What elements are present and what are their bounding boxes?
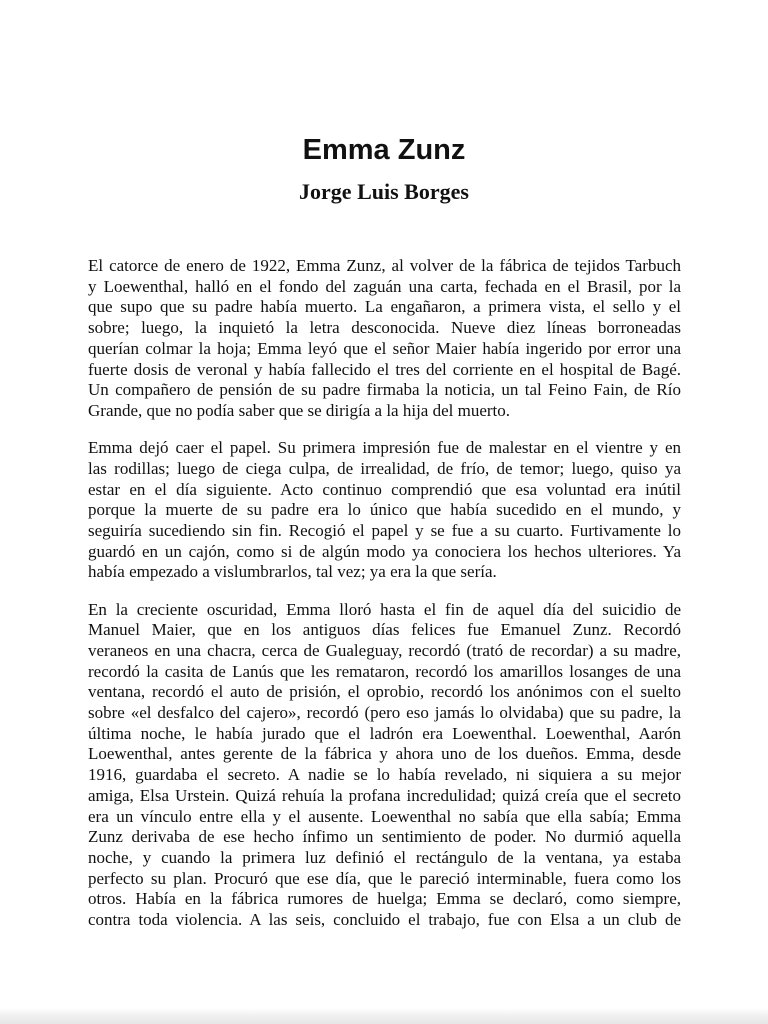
document-author: Jorge Luis Borges (299, 179, 469, 204)
text-line: Loewenthal, antes gerente de la fábrica y ahora uno de los dueños. Emma, desde (88, 744, 681, 764)
text-line: perfecto su plan. Procuró que ese día, que le pareció interminable, fuera como los (88, 868, 681, 888)
text-line: contra toda violencia. A las seis, concluido el trabajo, fue con Elsa a un club de (88, 910, 681, 930)
paragraph-3 (88, 600, 681, 931)
text-line: sobre; luego, la inquietó la letra desconocida. Nueve diez líneas borroneadas (88, 318, 681, 338)
text-line: recordó la casita de Lanús que les remataron, recordó los amarillos losanges de una (88, 661, 681, 681)
text-line: veraneos en una chacra, cerca de Gualeguay, recordó (trató de recordar) a su madre, (88, 640, 681, 660)
text-line: Grande, que no podía saber que se dirigía a la hija del muerto. (88, 400, 511, 420)
text-line: otros. Había en la fábrica rumores de huelga; Emma se declaró, como siempre, (88, 889, 681, 909)
text-line: El catorce de enero de 1922, Emma Zunz, al volver de la fábrica de tejidos Tarbuch (88, 256, 681, 275)
paragraph-1 (88, 256, 681, 422)
paragraph-2 (88, 438, 681, 583)
text-line: y Loewenthal, halló en el fondo del zaguán una carta, fechada en el Brasil, por la (88, 276, 681, 296)
document-body (88, 256, 681, 947)
text-line: Emma dejó caer el papel. Su primera impresión fue de malestar en el vientre y en (88, 438, 681, 458)
text-line: noche, y cuando la primera luz definió el rectángulo de la ventana, ya estaba (88, 847, 681, 867)
text-line: amiga, Elsa Urstein. Quizá rehuía la profana incredulidad; quizá creía que el secreto (88, 785, 681, 805)
text-line: ventana, recordó el auto de prisión, el oprobio, recordó los anónimos con el suelto (88, 682, 681, 702)
text-line: había empezado a vislumbrarlos, tal vez; ya era la que sería. (88, 562, 497, 582)
text-line: fuerte dosis de veronal y había fallecido el tres del corriente en el hospital de Bagé. (88, 359, 681, 379)
text-line: querían colmar la hoja; Emma leyó que el señor Maier había ingerido por error una (88, 338, 681, 358)
page-bottom-edge (0, 1008, 768, 1024)
text-line: En la creciente oscuridad, Emma lloró hasta el fin de aquel día del suicidio de (88, 599, 681, 619)
text-line: Manuel Maier, que en los antiguos días felices fue Emanuel Zunz. Recordó (88, 620, 681, 640)
text-line: seguiría sucediendo sin fin. Recogió el papel y se fue a su cuarto. Furtivamente lo (88, 520, 681, 540)
text-line: que supo que su padre había muerto. La engañaron, a primera vista, el sello y el (88, 297, 681, 317)
text-line: 1916, guardaba el secreto. A nadie se lo había revelado, ni siquiera a su mejor (88, 765, 681, 785)
text-line: porque la muerte de su padre era lo único que había sucedido en el mundo, y (88, 500, 681, 520)
text-line: Un compañero de pensión de su padre firmaba la noticia, un tal Feino Fain, de Río (88, 380, 681, 400)
text-line: Zunz derivaba de ese hecho ínfimo un sentimiento de poder. No durmió aquella (88, 827, 681, 847)
text-line: guardó en un cajón, como si de algún modo ya conociera los hechos ulteriores. Ya (88, 541, 681, 561)
text-line: estar en el día siguiente. Acto continuo comprendió que esa voluntad era inútil (88, 479, 681, 499)
document-title: Emma Zunz (302, 134, 466, 166)
text-line: era un vínculo entre ella y el ausente. Loewenthal no sabía que ella sabía; Emma (88, 806, 681, 826)
text-line: última noche, le había jurado que el ladrón era Loewenthal. Loewenthal, Aarón (88, 723, 681, 743)
text-line: las rodillas; luego de ciega culpa, de irrealidad, de frío, de temor; luego, quiso ya (88, 458, 681, 478)
text-line: sobre «el desfalco del cajero», recordó (pero eso jamás lo olvidaba) que su padre, la (88, 703, 681, 723)
